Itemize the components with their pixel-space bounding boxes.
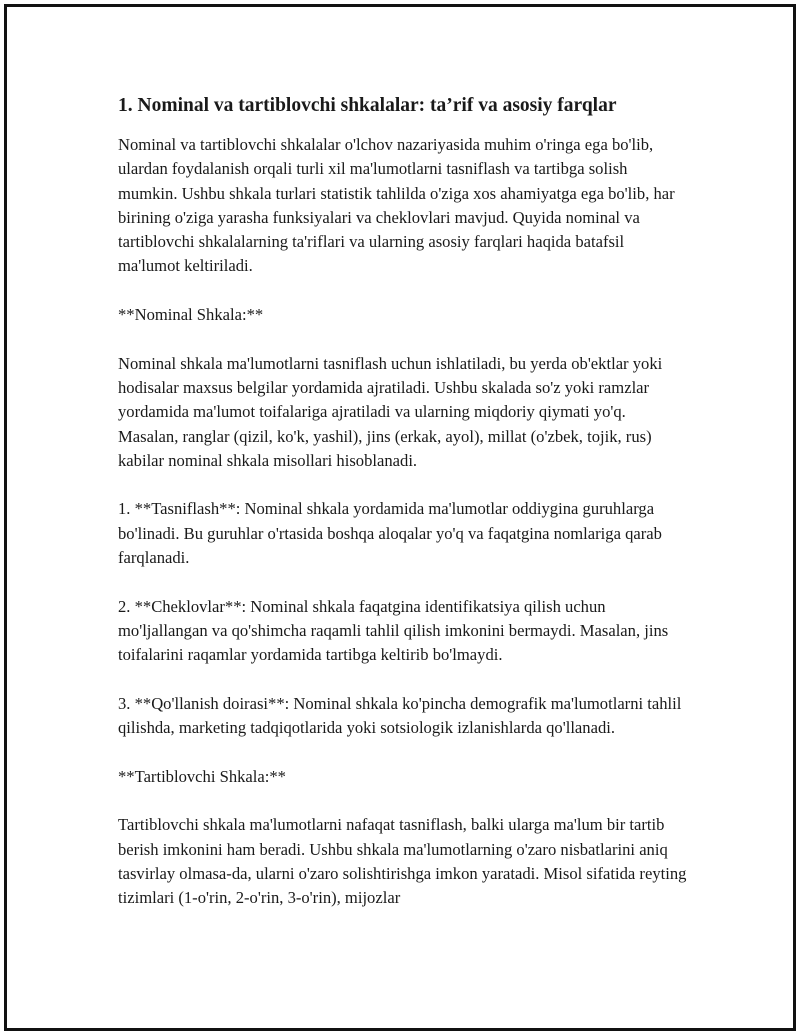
section-heading: 1. Nominal va tartiblovchi shkalalar: ta’rif va asosiy farqlar [118, 95, 617, 116]
ordinal-subheading: **Tartiblovchi Shkala:** [118, 766, 286, 786]
list-item-limitations: 2. **Cheklovlar**: Nominal shkala faqatgina identifikatsiya qilish uchun mo'ljallangan va qo'shimcha raqamli tahlil qilish imkonini bermaydi. Masalan, jins toifalarini raqamlar yordamida tartibga keltirib bo'lmaydi. [118, 596, 669, 665]
ordinal-definition-paragraph: Tartiblovchi shkala ma'lumotlarni nafaqat tasniflash, balki ularga ma'lum bir tartib berish imkonini ham beradi. Ushbu shkala ma'lumotlarning o'zaro nisbatlarini aniq tasvirlay olmasa-da, ularni o'zaro solishtirishga imkon yaratadi. Misol sifatida reyting tizimlari (1-o'rin, 2-o'rin, 3-o'rin), mijozlar [118, 815, 687, 908]
document-body [118, 92, 688, 935]
intro-paragraph: Nominal va tartiblovchi shkalalar o'lchov nazariyasida muhim o'ringa ega bo'lib, ulardan foydalanish orqali turli xil ma'lumotlarni tasniflash va tartibga solish mumkin. Ushbu shkala turlari statistik tahlilda o'ziga xos ahamiyatga ega bo'lib, har birining o'ziga yarasha funksiyalari va cheklovlari mavjud. Quyida nominal va tartiblovchi shkalalarning ta'riflari va ularning asosiy farqlari haqida batafsil ma'lumot keltiriladi. [118, 135, 675, 276]
nominal-definition-paragraph: Nominal shkala ma'lumotlarni tasniflash uchun ishlatiladi, bu yerda ob'ektlar yoki hodisalar maxsus belgilar yordamida ajratiladi. Ushbu skalada so'z yoki ramzlar yordamida ma'lumot toifalariga ajratiladi va ularning miqdoriy qiymati yo'q. Masalan, ranglar (qizil, ko'k, yashil), jins (erkak, ayol), millat (o'zbek, tojik, rus) kabilar nominal shkala misollari hisoblanadi. [118, 353, 663, 470]
nominal-subheading: **Nominal Shkala:** [118, 305, 264, 325]
list-item-application-scope: 3. **Qo'llanish doirasi**: Nominal shkala ko'pincha demografik ma'lumotlarni tahlil qilishda, marketing tadqiqotlarida yoki sotsiologik izlanishlarda qo'llanadi. [118, 693, 682, 738]
list-item-classification: 1. **Tasniflash**: Nominal shkala yordamida ma'lumotlar oddiygina guruhlarga bo'linadi. Bu guruhlar o'rtasida boshqa aloqalar yo'q va faqatgina nomlariga qarab farqlanadi. [118, 499, 662, 568]
